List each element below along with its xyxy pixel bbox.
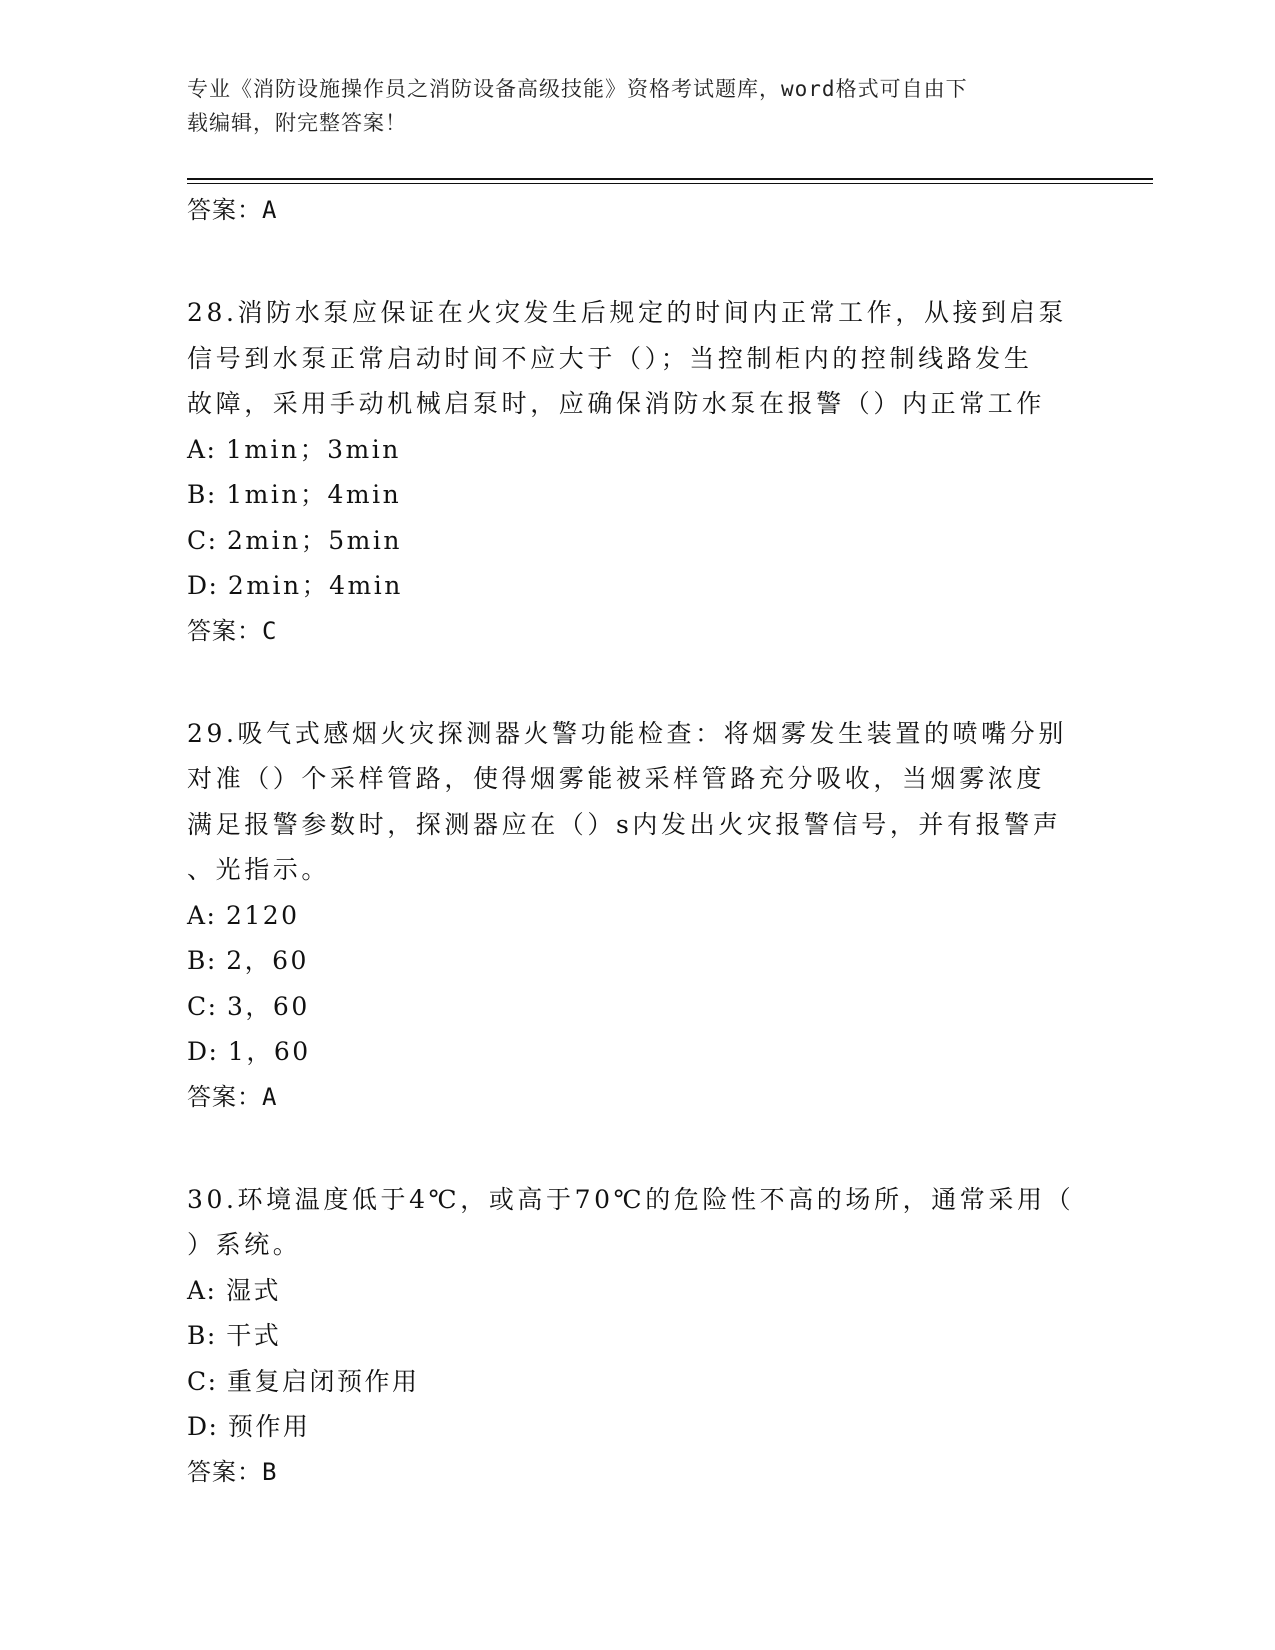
option-label: A: [187, 1275, 217, 1305]
question-text-line: 对准（）个采样管路，使得烟雾能被采样管路充分吸收，当烟雾浓度 [187, 764, 1046, 793]
question-list [187, 188, 1087, 1494]
header-divider-thin [187, 183, 1153, 184]
question-text-line: 满足报警参数时，探测器应在（）s内发出火灾报警信号，并有报警声 [187, 809, 1062, 839]
question-text-line: 信号到水泵正常启动时间不应大于（）；当控制柜内的控制线路发生 [187, 343, 1033, 373]
question-text-line: 、光指示。 [187, 855, 331, 884]
option-value: 2120 [225, 900, 300, 930]
option-a [187, 1268, 1087, 1314]
question-30 [187, 1177, 1087, 1494]
option-value: 干式 [226, 1321, 282, 1350]
option-value: 1min；3min [225, 434, 401, 464]
option-d [187, 563, 1087, 609]
option-label: B: [187, 1321, 217, 1350]
option-c [187, 984, 1087, 1030]
option-c [187, 518, 1087, 564]
option-label: D: [187, 1412, 219, 1441]
question-text-line: 29.吸气式感烟火灾探测器火警功能检查：将烟雾发生装置的喷嘴分别 [187, 718, 1067, 748]
option-label: C: [187, 1366, 218, 1396]
option-label: C: [187, 525, 218, 555]
option-label: D: [187, 1037, 219, 1066]
option-b [187, 938, 1087, 984]
option-value: 2，60 [226, 946, 309, 975]
option-d [187, 1404, 1087, 1450]
question-29 [187, 711, 1087, 1119]
option-value: 3，60 [227, 991, 310, 1021]
option-value: 1min；4min [226, 480, 402, 509]
header-line-1: 专业《消防设施操作员之消防设备高级技能》资格考试题库，word格式可自由下 [187, 77, 968, 101]
question-text [187, 290, 1077, 427]
option-label: B: [187, 946, 217, 975]
document-header [187, 72, 1067, 140]
question-text [187, 1177, 1077, 1268]
option-label: A: [187, 434, 217, 464]
question-text-line: ）系统。 [187, 1230, 302, 1259]
option-value: 1，60 [227, 1037, 311, 1066]
option-a [187, 427, 1087, 473]
option-b [187, 472, 1087, 518]
header-divider-thick [187, 178, 1153, 180]
option-c [187, 1359, 1087, 1405]
question-text-line: 28.消防水泵应保证在火灾发生后规定的时间内正常工作，从接到启泵 [187, 298, 1067, 327]
answer-line: 答案：C [187, 616, 278, 645]
option-value: 2min；5min [227, 525, 402, 555]
header-line-2: 载编辑，附完整答案！ [187, 111, 407, 135]
option-label: C: [187, 991, 218, 1021]
answer-line: 答案：A [187, 196, 278, 224]
option-b [187, 1313, 1087, 1359]
option-value: 2min；4min [227, 571, 403, 600]
option-a [187, 893, 1087, 939]
answer-line: 答案：A [187, 1082, 278, 1111]
option-label: B: [187, 480, 217, 509]
answer-line: 答案：B [187, 1457, 278, 1486]
option-d [187, 1029, 1087, 1075]
option-value: 预作用 [227, 1412, 311, 1441]
question-28 [187, 290, 1087, 653]
option-value: 重复启闭预作用 [227, 1366, 420, 1396]
option-label: A: [187, 900, 217, 930]
question-text-line: 故障，采用手动机械启泵时，应确保消防水泵在报警（）内正常工作 [187, 389, 1046, 418]
option-value: 湿式 [225, 1275, 281, 1305]
option-label: D: [187, 571, 219, 600]
question-text-line: 30.环境温度低于4℃，或高于70℃的危险性不高的场所，通常采用（ [187, 1184, 1075, 1214]
question-text [187, 711, 1077, 893]
